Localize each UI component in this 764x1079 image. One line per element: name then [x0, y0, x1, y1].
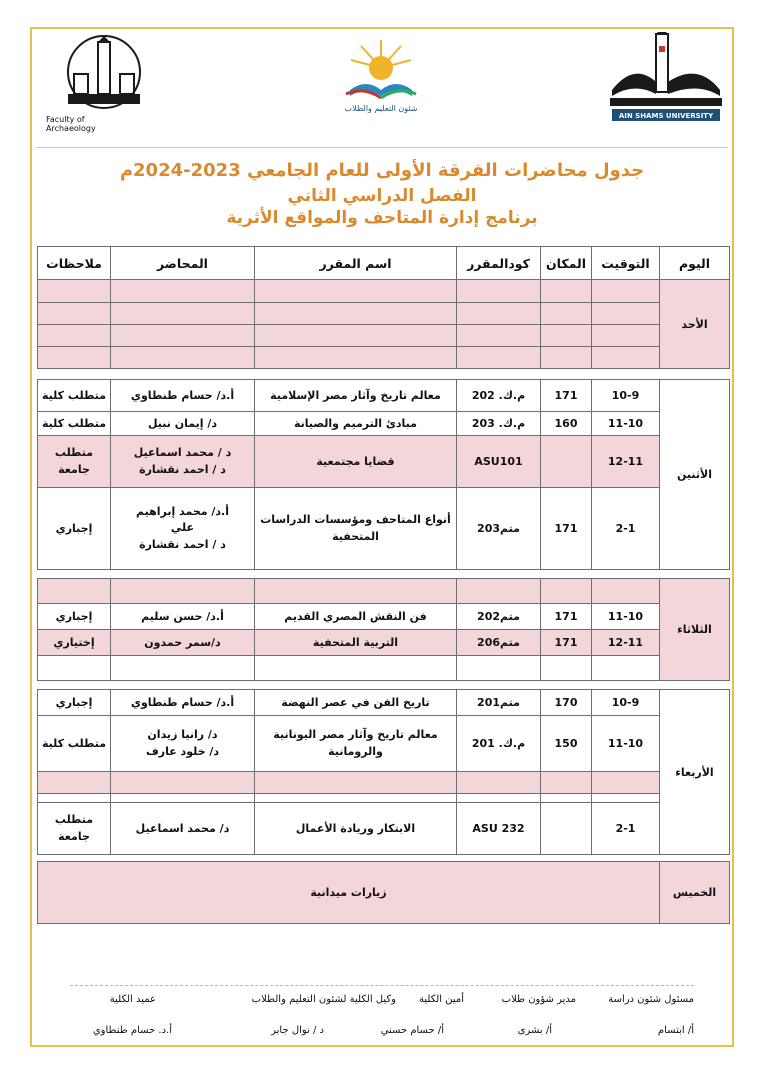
cell-notes: إجباري: [38, 690, 111, 716]
lecturer-line: د/ رانيا زيدان: [147, 728, 218, 741]
cell-time: 11-10: [592, 716, 660, 772]
cell-notes: متطلب كلية: [38, 380, 111, 412]
cell-time: 10-9: [592, 380, 660, 412]
table-row: [38, 604, 730, 630]
signature-secretary-name: أ/ حسام حسني: [380, 1025, 444, 1036]
table-row: [38, 803, 730, 855]
cell-time: 10-9: [592, 690, 660, 716]
signature-secretary-title: أمين الكلية: [419, 994, 464, 1005]
cell-lecturer: أ.د/ حسن سليم: [111, 604, 255, 630]
cell-place: 171: [541, 604, 592, 630]
cell-lecturer: [111, 716, 255, 772]
cell-code: متم206: [457, 630, 541, 656]
table-row: [38, 579, 730, 604]
notes-line: جامعة: [58, 829, 90, 843]
cell-place: 160: [541, 412, 592, 436]
cell-notes: [38, 436, 111, 488]
ain-shams-logo-text: AIN SHAMS UNIVERSITY: [618, 112, 714, 120]
ain-shams-logo: [604, 32, 728, 124]
header-place: المكان: [541, 247, 592, 280]
cell-notes: إختياري: [38, 630, 111, 656]
cell-lecturer: [111, 488, 255, 570]
cell-time: 12-11: [592, 630, 660, 656]
spacer-row: [38, 681, 730, 690]
notes-line: جامعة: [58, 462, 90, 476]
header-code: كودالمقرر: [457, 247, 541, 280]
cell-lecturer: أ.د/ حسام طنطاوي: [111, 380, 255, 412]
cell-course: الابتكار وريادة الأعمال: [255, 803, 457, 855]
cell-code: م.ك. 203: [457, 412, 541, 436]
table-row: [38, 380, 730, 412]
education-affairs-logo-text: شئون التعليم والطلاب: [344, 104, 418, 113]
cell-time: 11-10: [592, 412, 660, 436]
course-line: أنواع المتاحف ومؤسسات الدراسات: [260, 513, 451, 526]
notes-line: متطلب: [54, 813, 94, 826]
cell-code: متم202: [457, 604, 541, 630]
semester-title: الفصل الدراسي الثاني: [287, 186, 477, 206]
day-monday: الأثنين: [660, 380, 730, 570]
cell-time: 12-11: [592, 436, 660, 488]
table-row: [38, 716, 730, 772]
cell-code: م.ك. 201: [457, 716, 541, 772]
sunday-row: [38, 347, 730, 369]
cell-code: متم203: [457, 488, 541, 570]
course-line: والرومانية: [328, 744, 383, 758]
cell-place: 171: [541, 630, 592, 656]
day-sunday: الأحد: [660, 280, 730, 369]
cell-place: 171: [541, 380, 592, 412]
thursday-row: [38, 862, 730, 924]
lecturer-line: د / احمد نقشارة: [139, 537, 226, 551]
cell-lecturer: [111, 436, 255, 488]
cell-course: مبادئ الترميم والصيانة: [255, 412, 457, 436]
footer-divider: [70, 985, 694, 986]
course-line: معالم تاريخ وآثار مصر اليونانية: [273, 728, 438, 741]
notes-line: متطلب: [54, 446, 94, 459]
cell-course: معالم تاريخ وآثار مصر الإسلامية: [255, 380, 457, 412]
schedule-title: جدول محاضرات الفرقة الأولى للعام الجامعي 2023-2024م: [119, 160, 645, 181]
cell-lecturer: أ.د/ حسام طنطاوي: [111, 690, 255, 716]
signature-vice-dean-title: وكيل الكلية لشئون التعليم والطلاب: [251, 994, 396, 1005]
faculty-logo-text-1: Faculty of: [46, 115, 85, 124]
table-header-row: [38, 247, 730, 280]
cell-notes: إجباري: [38, 488, 111, 570]
cell-course: قضايا مجتمعية: [255, 436, 457, 488]
table-row: [38, 772, 730, 794]
cell-time: 2-1: [592, 488, 660, 570]
signature-dean-name: أ.د. حسام طنطاوي: [92, 1025, 172, 1036]
header-lecturer: المحاضر: [111, 247, 255, 280]
sunday-row: [38, 303, 730, 325]
table-row: [38, 690, 730, 716]
table-row: [38, 436, 730, 488]
cell-place: 150: [541, 716, 592, 772]
cell-code: م.ك. 202: [457, 380, 541, 412]
spacer-row: [38, 369, 730, 380]
signature-student-affairs-name: أ/ بشرى: [517, 1025, 552, 1036]
cell-place: 171: [541, 488, 592, 570]
day-wednesday: الأربعاء: [660, 690, 730, 855]
cell-lecturer: د/ محمد اسماعيل: [111, 803, 255, 855]
lecturer-line: د / احمد نقشارة: [139, 462, 226, 476]
header-time: التوقيت: [592, 247, 660, 280]
cell-lecturer: د/ إيمان نبيل: [111, 412, 255, 436]
cell-code: متم201: [457, 690, 541, 716]
cell-notes: إجباري: [38, 604, 111, 630]
spacer-row: [38, 570, 730, 579]
cell-place: 170: [541, 690, 592, 716]
table-row: [38, 630, 730, 656]
cell-code: ASU 232: [457, 803, 541, 855]
education-affairs-logo: [336, 38, 426, 116]
header-divider: [36, 147, 728, 148]
signature-student-affairs-title: مدير شؤون طلاب: [501, 994, 576, 1005]
cell-notes: [38, 803, 111, 855]
table-row: [38, 656, 730, 681]
sunday-row: [38, 280, 730, 303]
cell-course: تاريخ الفن في عصر النهضة: [255, 690, 457, 716]
signature-vice-dean-name: د / نوال جابر: [271, 1025, 324, 1036]
lecturer-line: د/ خلود عارف: [145, 744, 220, 758]
table-row: [38, 488, 730, 570]
field-visits-cell: زيارات ميدانية: [38, 862, 660, 924]
header-notes: ملاحظات: [38, 247, 111, 280]
header-day: اليوم: [660, 247, 730, 280]
cell-time: 2-1: [592, 803, 660, 855]
cell-notes: متطلب كلية: [38, 716, 111, 772]
table-row: [38, 412, 730, 436]
cell-place: [541, 803, 592, 855]
cell-course: فن النقش المصري القديم: [255, 604, 457, 630]
course-line: المتحفية: [332, 529, 379, 543]
cell-course: [255, 488, 457, 570]
signature-dean-title: عميد الكلية: [109, 994, 156, 1005]
signature-study-affairs-name: أ/ ابتسام: [657, 1025, 694, 1036]
table-row: [38, 794, 730, 803]
lecturer-line: أ.د/ محمد إبراهيم: [136, 504, 229, 518]
faculty-archaeology-logo: [44, 34, 162, 134]
lecturer-line: علي: [170, 521, 195, 535]
day-tuesday: الثلاثاء: [660, 579, 730, 681]
cell-notes: متطلب كلية: [38, 412, 111, 436]
cell-course: [255, 716, 457, 772]
lecturer-line: د / محمد اسماعيل: [133, 446, 232, 459]
cell-lecturer: د/سمر حمدون: [111, 630, 255, 656]
program-title: برنامج إدارة المتاحف والمواقع الأثرية: [226, 208, 538, 228]
header-course: اسم المقرر: [255, 247, 457, 280]
cell-code: ASU101: [457, 436, 541, 488]
sunday-row: [38, 325, 730, 347]
faculty-logo-text-2: Archaeology: [46, 124, 96, 133]
day-thursday: الخميس: [660, 862, 730, 924]
signature-study-affairs-title: مسئول شئون دراسة: [608, 994, 694, 1005]
cell-time: 11-10: [592, 604, 660, 630]
schedule-table: [37, 246, 730, 924]
cell-place: [541, 436, 592, 488]
cell-course: التربية المتحفية: [255, 630, 457, 656]
spacer-row: [38, 855, 730, 862]
